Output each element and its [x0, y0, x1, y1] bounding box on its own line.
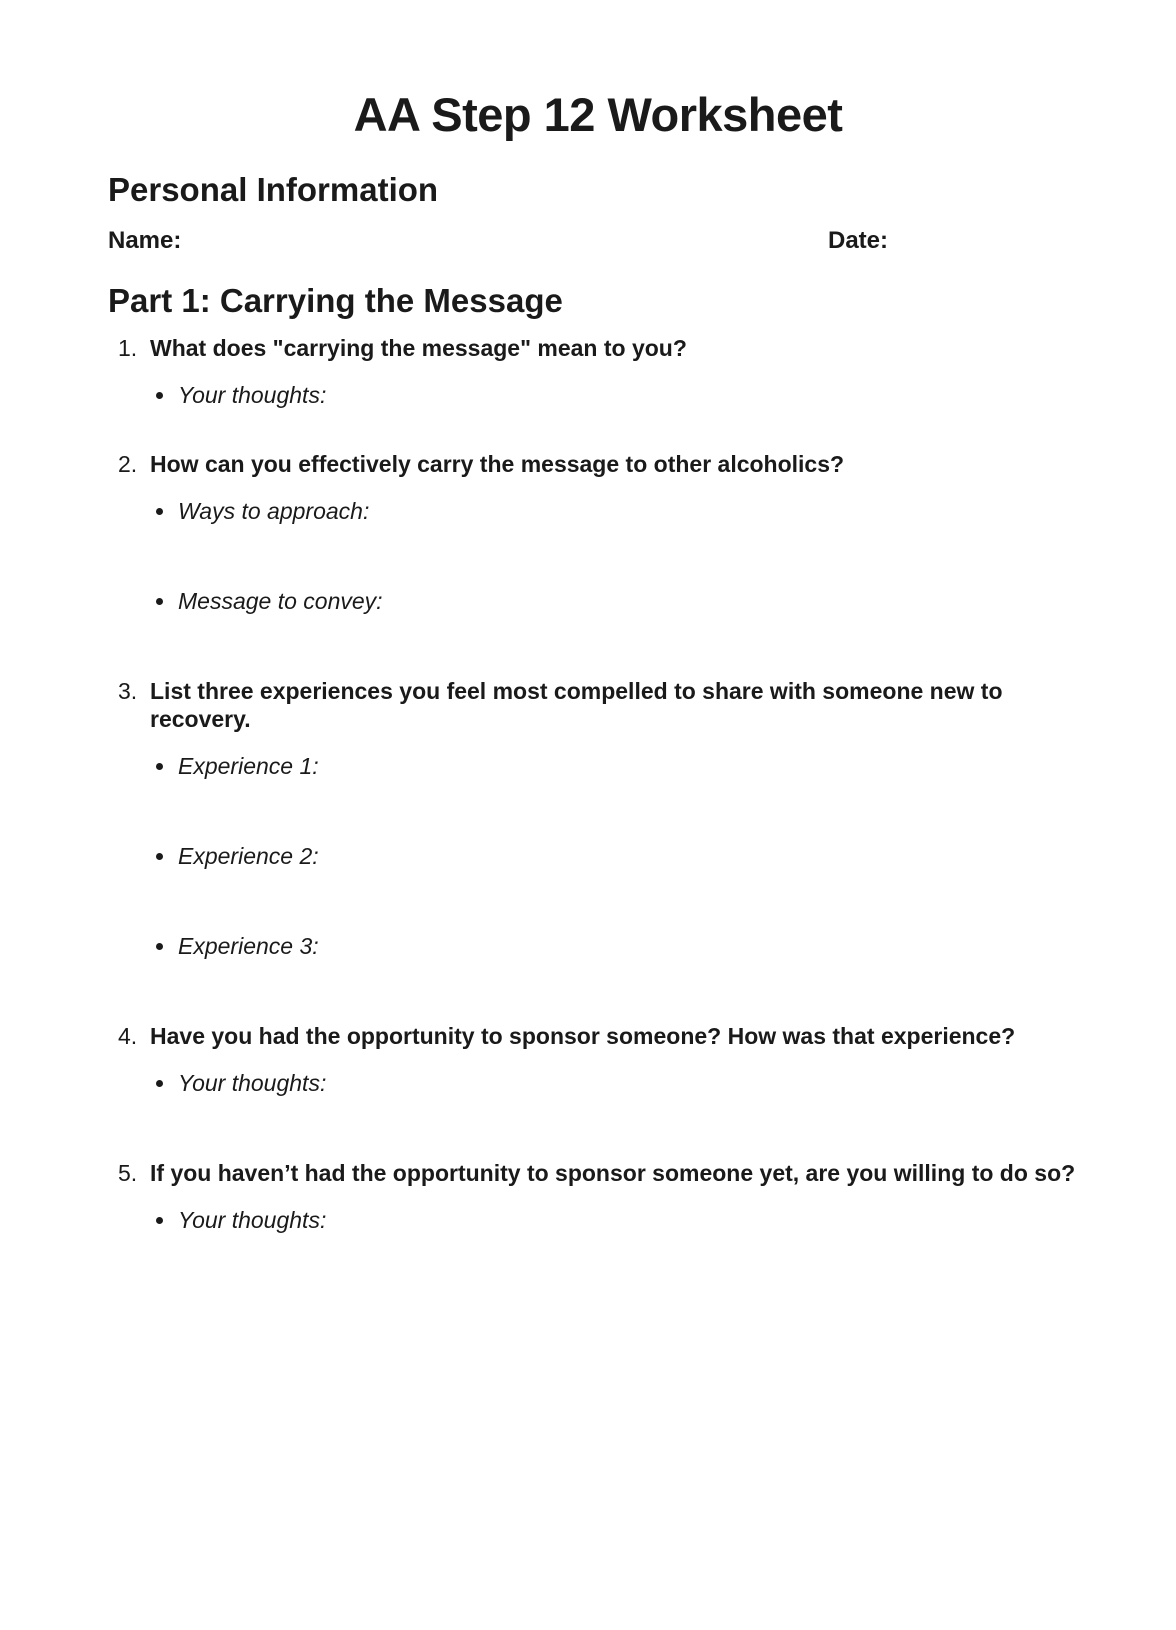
date-label: Date: — [828, 227, 889, 254]
question-item — [108, 450, 1088, 615]
bullet-label: Your thoughts: — [178, 1207, 327, 1233]
question-text: What does "carrying the message" mean to you? — [150, 335, 687, 361]
bullet-dot-icon — [156, 1217, 163, 1224]
bullet-label: Message to convey: — [178, 588, 383, 614]
bullet-item — [150, 381, 1088, 409]
bullet-label: Experience 3: — [178, 933, 319, 959]
question-number: 1. — [118, 335, 138, 361]
bullet-label: Your thoughts: — [178, 1070, 327, 1096]
bullet-label: Experience 2: — [178, 843, 319, 869]
question-item — [108, 334, 1088, 409]
question-number: 3. — [118, 678, 138, 704]
personal-info-heading: Personal Information — [108, 171, 439, 208]
bullet-item — [150, 1069, 1088, 1097]
question-text: Have you had the opportunity to sponsor someone? How was that experience? — [150, 1023, 1016, 1049]
question-number: 4. — [118, 1023, 138, 1049]
bullet-list — [150, 497, 1088, 615]
bullet-list — [150, 1069, 1088, 1097]
bullet-label: Ways to approach: — [178, 498, 370, 524]
bullet-item — [150, 587, 1088, 615]
question-text: If you haven’t had the opportunity to sponsor someone yet, are you willing to do so? — [150, 1160, 1076, 1186]
question-item — [108, 677, 1088, 960]
question-number: 2. — [118, 451, 138, 477]
part1-heading: Part 1: Carrying the Message — [108, 282, 563, 319]
bullet-dot-icon — [156, 392, 163, 399]
bullet-list — [150, 381, 1088, 409]
bullet-dot-icon — [156, 943, 163, 950]
bullet-label: Experience 1: — [178, 753, 319, 779]
question-list — [108, 334, 1088, 1234]
question-text: How can you effectively carry the message to other alcoholics? — [150, 451, 845, 477]
question-item — [108, 1022, 1088, 1097]
bullet-dot-icon — [156, 763, 163, 770]
bullet-label: Your thoughts: — [178, 382, 327, 408]
question-number: 5. — [118, 1160, 138, 1186]
bullet-list — [150, 1206, 1088, 1234]
question-text: List three experiences you feel most compelled to share with someone new to recovery. — [150, 678, 1003, 732]
bullet-item — [150, 1206, 1088, 1234]
bullet-dot-icon — [156, 598, 163, 605]
page-title: AA Step 12 Worksheet — [353, 88, 843, 141]
bullet-item — [150, 932, 1088, 960]
bullet-list — [150, 752, 1088, 960]
bullet-dot-icon — [156, 1080, 163, 1087]
bullet-dot-icon — [156, 508, 163, 515]
bullet-item — [150, 497, 1088, 525]
question-item — [108, 1159, 1088, 1234]
bullet-dot-icon — [156, 853, 163, 860]
name-label: Name: — [108, 227, 182, 254]
bullet-item — [150, 842, 1088, 870]
bullet-item — [150, 752, 1088, 780]
name-date-row — [108, 226, 1088, 256]
